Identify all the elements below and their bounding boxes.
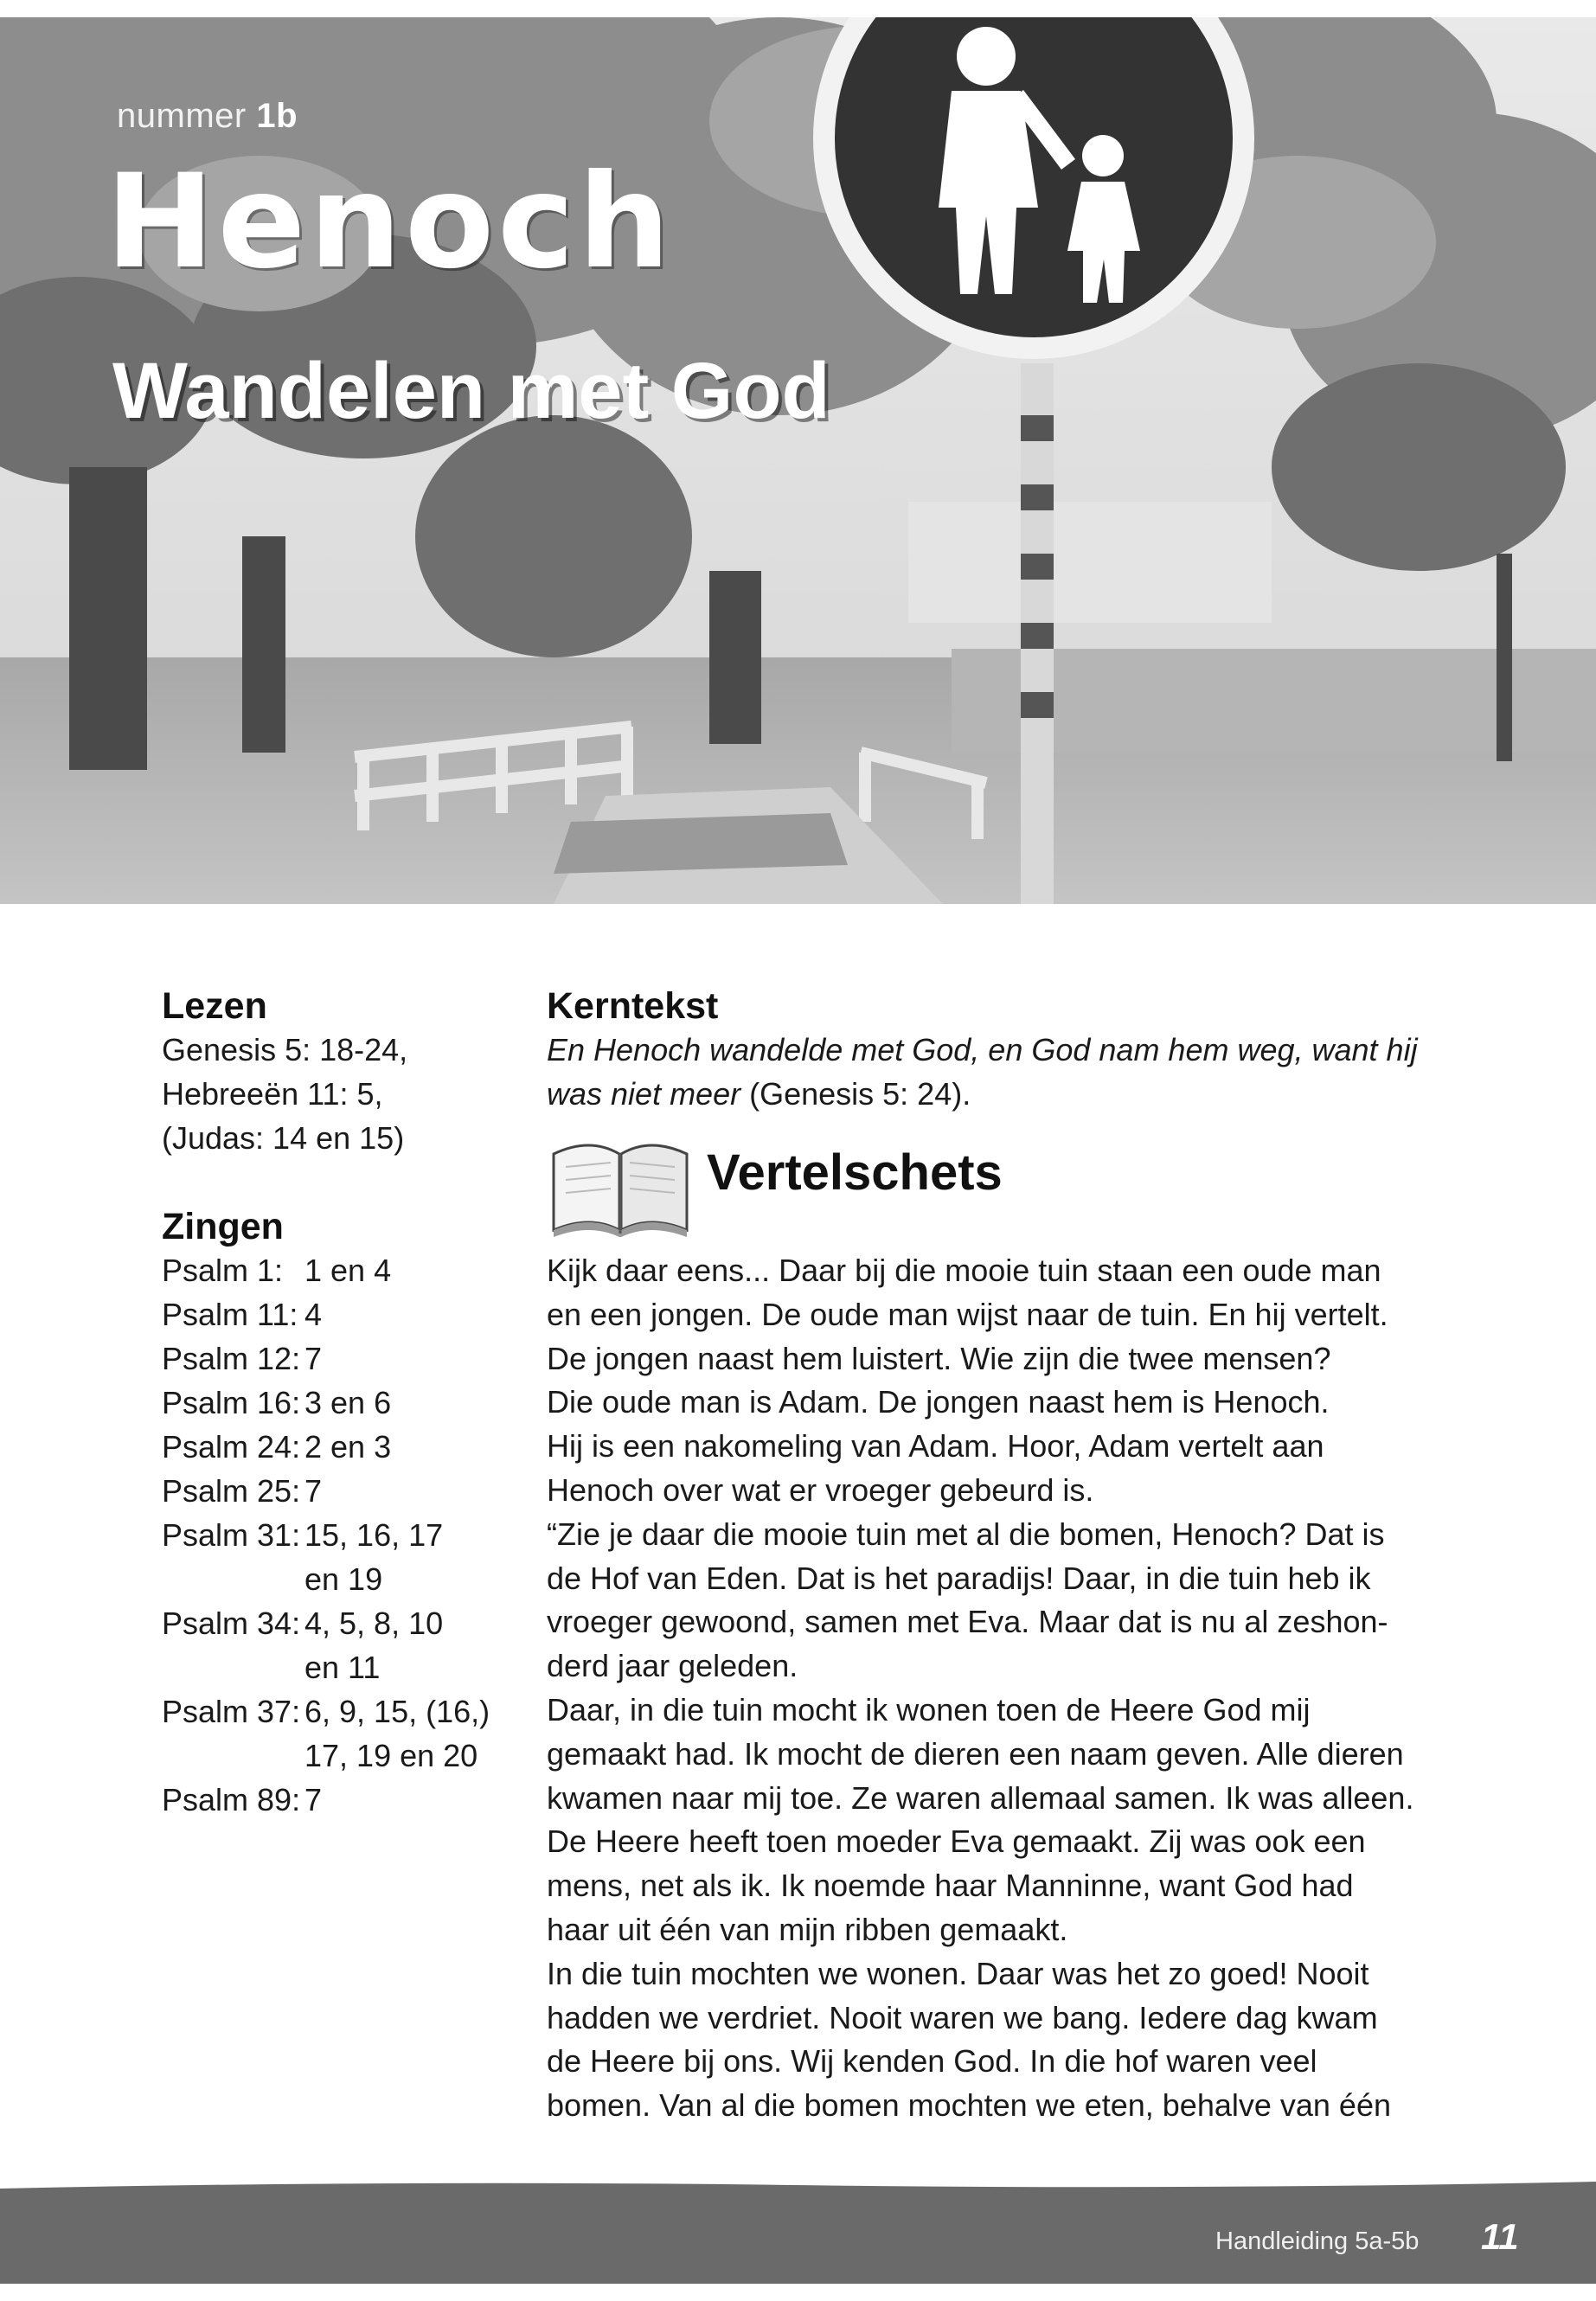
open-book-icon	[547, 1128, 694, 1240]
kerntekst-quote: was niet meer	[547, 1076, 741, 1112]
page-subtitle: Wandelen met God	[112, 347, 830, 435]
sidebar-column	[162, 984, 525, 1822]
psalm-row	[162, 1645, 525, 1689]
psalm-verses: 7	[304, 1473, 323, 1509]
kerntekst-line	[547, 1072, 1490, 1116]
story-line: de Hof van Eden. Dat is het paradijs! Daar, in die tuin heb ik	[547, 1560, 1371, 1596]
psalm-name	[162, 1557, 304, 1601]
psalm-name: Psalm 34:	[162, 1606, 301, 1641]
psalm-verses: 4, 5, 8, 10	[304, 1606, 444, 1641]
story-line: vroeger gewoond, samen met Eva. Maar dat is nu al zeshon-	[547, 1604, 1388, 1640]
psalm-row	[162, 1248, 525, 1292]
psalm-row	[162, 1336, 525, 1381]
psalm-row	[162, 1557, 525, 1601]
story-line: bomen. Van al die bomen mochten we eten, behalve van één	[547, 2087, 1391, 2124]
psalm-name: Psalm 16:	[162, 1385, 301, 1420]
story-line: “Zie je daar die mooie tuin met al die bomen, Henoch? Dat is	[547, 1516, 1385, 1552]
psalm-verses: 15, 16, 17	[304, 1517, 444, 1553]
psalm-row	[162, 1513, 525, 1557]
psalm-row	[162, 1381, 525, 1425]
kerntekst-reference: (Genesis 5: 24).	[740, 1076, 971, 1112]
psalm-row	[162, 1469, 525, 1513]
psalm-name: Psalm 89:	[162, 1782, 301, 1817]
issue-label	[117, 97, 298, 136]
psalm-row	[162, 1778, 525, 1822]
psalm-verses: 7	[304, 1341, 323, 1376]
hero-photo	[0, 17, 1596, 904]
psalm-verses: 1 en 4	[304, 1253, 392, 1288]
psalm-name: Psalm 31:	[162, 1517, 301, 1553]
psalm-verses: en 19	[304, 1561, 383, 1597]
story-line: Kijk daar eens... Daar bij die mooie tuin staan een oude man	[547, 1253, 1381, 1288]
lezen-line: Genesis 5: 18-24,	[162, 1032, 408, 1067]
psalm-name	[162, 1645, 304, 1689]
story-line: Die oude man is Adam. De jongen naast hem is Henoch.	[547, 1384, 1330, 1420]
story-line: De Heere heeft toen moeder Eva gemaakt. Zij was ook een	[547, 1823, 1366, 1860]
story-line: gemaakt had. Ik mocht de dieren een naam geven. Alle dieren	[547, 1735, 1404, 1772]
vertelschets-heading: Vertelschets	[707, 1144, 1003, 1201]
psalm-name	[162, 1734, 304, 1778]
psalm-name: Psalm 1:	[162, 1253, 284, 1288]
psalm-verses: 6, 9, 15, (16,)	[304, 1694, 490, 1729]
psalm-row	[162, 1734, 525, 1778]
psalm-name: Psalm 25:	[162, 1473, 301, 1509]
story-line: Henoch over wat er vroeger gebeurd is.	[547, 1471, 1094, 1508]
story-line: en een jongen. De oude man wijst naar de tuin. En hij vertelt.	[547, 1296, 1388, 1332]
psalm-row	[162, 1601, 525, 1645]
psalm-row	[162, 1425, 525, 1469]
story-line: de Heere bij ons. Wij kenden God. In die hof waren veel	[547, 2043, 1317, 2080]
psalm-name: Psalm 37:	[162, 1694, 301, 1729]
main-column	[547, 984, 1490, 2128]
kerntekst-line	[547, 1028, 1490, 1072]
psalm-row	[162, 1689, 525, 1734]
issue-number: 1b	[256, 97, 298, 135]
story-line: derd jaar geleden.	[547, 1648, 798, 1684]
story-text	[547, 1249, 1490, 2128]
psalm-verses: 3 en 6	[304, 1385, 392, 1420]
page-footer	[0, 2180, 1596, 2284]
zingen-heading: Zingen	[162, 1206, 284, 1247]
story-line: De jongen naast hem luistert. Wie zijn die twee mensen?	[547, 1340, 1331, 1376]
psalm-name: Psalm 24:	[162, 1429, 301, 1465]
psalm-verses: 7	[304, 1782, 323, 1817]
kerntekst-quote: En Henoch wandelde met God, en God nam hem weg, want hij	[547, 1032, 1418, 1067]
psalm-verses: 2 en 3	[304, 1429, 392, 1465]
page-number: 11	[1481, 2216, 1519, 2257]
psalm-name: Psalm 12:	[162, 1341, 301, 1376]
story-line: In die tuin mochten we wonen. Daar was het zo goed! Nooit	[547, 1955, 1369, 1991]
psalm-verses: 17, 19 en 20	[304, 1738, 478, 1773]
story-line: mens, net als ik. Ik noemde haar Manninne, want God had	[547, 1868, 1354, 1904]
story-line: haar uit één van mijn ribben gemaakt.	[547, 1911, 1068, 1947]
issue-prefix: nummer	[117, 97, 247, 135]
page-title: Henoch	[106, 147, 674, 298]
psalm-name: Psalm 11:	[162, 1297, 298, 1332]
lezen-line: (Judas: 14 en 15)	[162, 1120, 405, 1156]
story-line: hadden we verdriet. Nooit waren we bang. Iedere dag kwam	[547, 1999, 1378, 2035]
footer-label: Handleiding 5a-5b	[1215, 2227, 1420, 2255]
psalm-verses: en 11	[304, 1650, 381, 1685]
story-line: Hij is een nakomeling van Adam. Hoor, Adam vertelt aan	[547, 1428, 1324, 1465]
lezen-heading: Lezen	[162, 985, 267, 1027]
story-line: Daar, in die tuin mocht ik wonen toen de Heere God mij	[547, 1691, 1311, 1727]
vertelschets-header	[547, 1128, 1490, 1249]
story-line: kwamen naar mij toe. Ze waren allemaal samen. Ik was alleen.	[547, 1779, 1414, 1816]
lezen-line: Hebreeën 11: 5,	[162, 1076, 383, 1112]
psalm-row	[162, 1292, 525, 1336]
kerntekst-heading: Kerntekst	[547, 985, 719, 1027]
psalm-verses: 4	[304, 1297, 323, 1332]
